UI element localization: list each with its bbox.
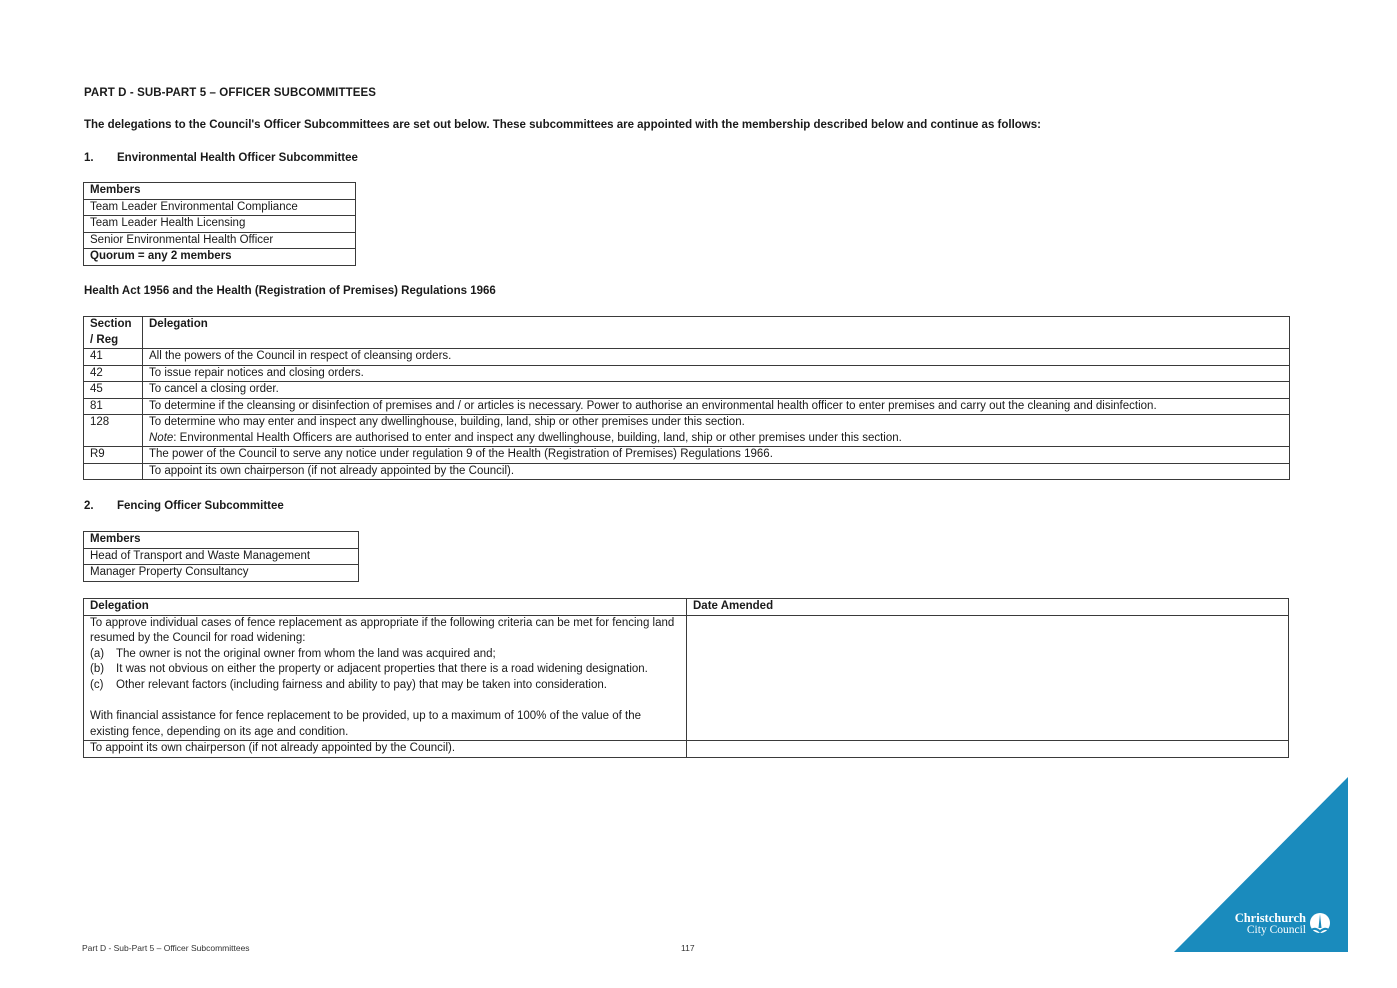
criterion-text: Other relevant factors (including fairness and ability to pay) that may be taken into consideration. xyxy=(116,678,607,691)
logo-line-2: City Council xyxy=(1246,924,1306,936)
table-row xyxy=(84,398,1290,415)
table-row xyxy=(84,447,1290,464)
criterion-text: The owner is not the original owner from whom the land was acquired and; xyxy=(116,647,496,660)
delegation-cell: To appoint its own chairperson (if not already appointed by the Council). xyxy=(84,741,687,758)
member-row: Team Leader Environmental Compliance xyxy=(84,199,356,216)
delegation-closing: With financial assistance for fence replacement to be provided, up to a maximum of 100% of the value of the existing fence, depending on its age and condition. xyxy=(90,710,642,738)
section-cell: 45 xyxy=(84,382,143,399)
footer-section-label: Part D - Sub-Part 5 – Officer Subcommittees xyxy=(82,943,250,953)
criterion-label: (b) xyxy=(90,663,105,675)
section-reg-header: Section / Reg xyxy=(84,317,143,349)
page-title: PART D - SUB-PART 5 – OFFICER SUBCOMMITTEES xyxy=(84,87,377,99)
delegation-cell xyxy=(84,615,687,741)
delegation-cell xyxy=(143,415,1290,447)
section-cell xyxy=(84,463,143,480)
quorum-row: Quorum = any 2 members xyxy=(84,249,356,266)
table-row xyxy=(84,382,1290,399)
criterion-label: (c) xyxy=(90,678,104,691)
note-label: Note xyxy=(149,431,174,444)
section-1-number: 1. xyxy=(84,152,94,164)
criterion-a xyxy=(90,647,680,663)
table-row xyxy=(84,349,1290,366)
section-1-members-table xyxy=(83,182,356,266)
section-2-members-table xyxy=(83,531,359,582)
criterion-text: It was not obvious on either the property or adjacent properties that there is a road widening designation. xyxy=(116,663,648,675)
section-cell: 42 xyxy=(84,365,143,382)
delegation-cell: The power of the Council to serve any notice under regulation 9 of the Health (Registration of Premises) Regulations 1966. xyxy=(143,447,1290,464)
section-1-heading xyxy=(84,152,358,164)
delegation-cell: To appoint its own chairperson (if not already appointed by the Council). xyxy=(143,463,1290,480)
section-2-heading xyxy=(84,500,284,512)
delegation-cell: To issue repair notices and closing orders. xyxy=(143,365,1290,382)
section-cell: 128 xyxy=(84,415,143,447)
criterion-c xyxy=(90,678,680,694)
spacer xyxy=(90,693,680,709)
criterion-b xyxy=(90,662,680,678)
page-number: 117 xyxy=(681,943,695,953)
cathedral-logo-icon xyxy=(1308,912,1332,936)
note-text: : Environmental Health Officers are authorised to enter and inspect any dwellinghouse, building, land, ship or other premises under this section. xyxy=(173,431,902,444)
section-cell: 81 xyxy=(84,398,143,415)
delegation-cell: To determine if the cleansing or disinfection of premises and / or articles is necessary. Power to authorise an environmental health officer to enter premises and carry out the cleaning and disinfection. xyxy=(143,398,1290,415)
act-heading: Health Act 1956 and the Health (Registration of Premises) Regulations 1966 xyxy=(84,285,496,297)
member-row: Senior Environmental Health Officer xyxy=(84,232,356,249)
delegation-intro: To approve individual cases of fence replacement as appropriate if the following criteria can be met for fencing land resumed by the Council for road widening: xyxy=(90,616,675,644)
member-row: Team Leader Health Licensing xyxy=(84,216,356,233)
delegation-header: Delegation xyxy=(84,599,687,616)
section-2-title: Fencing Officer Subcommittee xyxy=(117,500,284,512)
delegation-text: To determine who may enter and inspect any dwellinghouse, building, land, ship or other premises under this section. xyxy=(149,416,745,428)
section-cell: R9 xyxy=(84,447,143,464)
member-row: Manager Property Consultancy xyxy=(84,565,359,582)
logo-line-1: Christchurch xyxy=(1234,911,1306,925)
table-row xyxy=(84,365,1290,382)
council-logo-text xyxy=(1214,912,1306,936)
health-act-delegation-table xyxy=(83,316,1290,480)
members-header: Members xyxy=(84,183,356,200)
delegation-cell: To cancel a closing order. xyxy=(143,382,1290,399)
fencing-delegation-table xyxy=(83,598,1289,758)
section-1-title: Environmental Health Officer Subcommittee xyxy=(117,152,358,164)
intro-paragraph: The delegations to the Council's Officer Subcommittees are set out below. These subcommittees are appointed with the membership described below and continue as follows: xyxy=(84,119,1041,131)
table-row xyxy=(84,615,1289,741)
criterion-label: (a) xyxy=(90,647,105,660)
delegation-note xyxy=(149,431,1283,447)
table-row xyxy=(84,741,1289,758)
date-amended-cell xyxy=(687,741,1289,758)
members-header: Members xyxy=(84,532,359,549)
date-amended-cell xyxy=(687,615,1289,741)
section-cell: 41 xyxy=(84,349,143,366)
date-amended-header: Date Amended xyxy=(687,599,1289,616)
delegation-cell: All the powers of the Council in respect of cleansing orders. xyxy=(143,349,1290,366)
table-row xyxy=(84,463,1290,480)
section-2-number: 2. xyxy=(84,500,94,512)
table-row xyxy=(84,415,1290,447)
delegation-header: Delegation xyxy=(143,317,1290,349)
member-row: Head of Transport and Waste Management xyxy=(84,548,359,565)
